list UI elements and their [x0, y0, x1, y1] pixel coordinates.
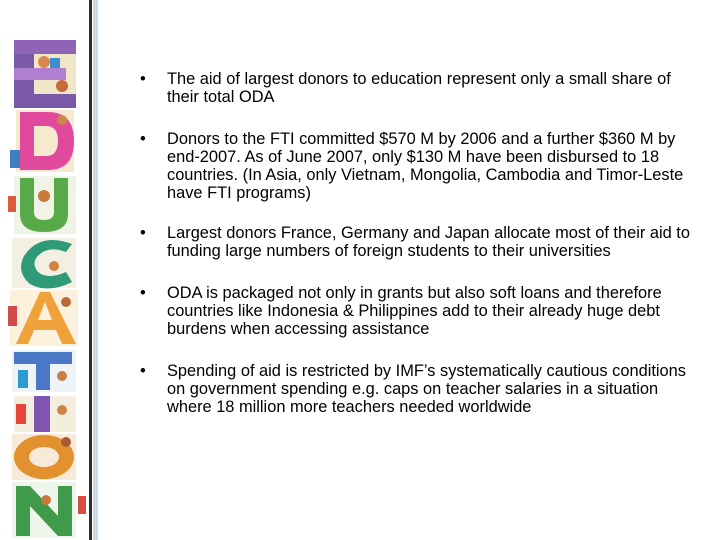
bullet-item: [140, 362, 700, 416]
bullet-dot: •: [140, 224, 146, 242]
bullet-item: [140, 130, 700, 202]
bullet-list: [140, 70, 700, 416]
education-artwork-strip: [0, 0, 92, 540]
bullet-text: Largest donors France, Germany and Japan allocate most of their aid to funding large numbers of foreign students to their universities: [167, 224, 690, 260]
bullet-item: [140, 284, 700, 338]
strip-accent-bar: [93, 0, 98, 540]
bullet-dot: •: [140, 130, 146, 148]
letter-e-illustration: [14, 40, 76, 108]
bullet-dot: •: [140, 362, 146, 380]
education-artwork-image: [0, 0, 92, 540]
letter-t-illustration: [12, 350, 76, 392]
letter-n-illustration: [12, 482, 86, 538]
bullet-item: [140, 70, 700, 106]
letter-i-illustration: [14, 396, 76, 432]
letter-a-illustration: [8, 290, 78, 346]
bullet-text: Donors to the FTI committed $570 M by 2006 and a further $360 M by end-2007. As of June 2007, only $130 M have been disbursed to 18 countries. (In Asia, only Vietnam, Mongolia, Cambodia and Timor-Leste have FTI programs): [167, 130, 684, 202]
letter-o-illustration: [12, 434, 76, 480]
strip-divider-line: [89, 0, 92, 540]
letter-c-illustration: [12, 238, 76, 289]
bullet-text: ODA is packaged not only in grants but also soft loans and therefore countries like Indonesia & Philippines add to their already huge debt burdens when accessing assistance: [167, 284, 662, 338]
bullet-text: Spending of aid is restricted by IMF’s systematically cautious conditions on government spending e.g. caps on teacher salaries in a situation where 18 million more teachers needed worldwide: [167, 362, 686, 416]
bullet-dot: •: [140, 284, 146, 302]
letter-d-illustration: [10, 110, 74, 172]
bullet-dot: •: [140, 70, 146, 88]
bullet-text: The aid of largest donors to education represent only a small share of their total ODA: [167, 70, 671, 106]
letter-u-illustration: [8, 176, 76, 234]
bullet-item: [140, 224, 700, 260]
